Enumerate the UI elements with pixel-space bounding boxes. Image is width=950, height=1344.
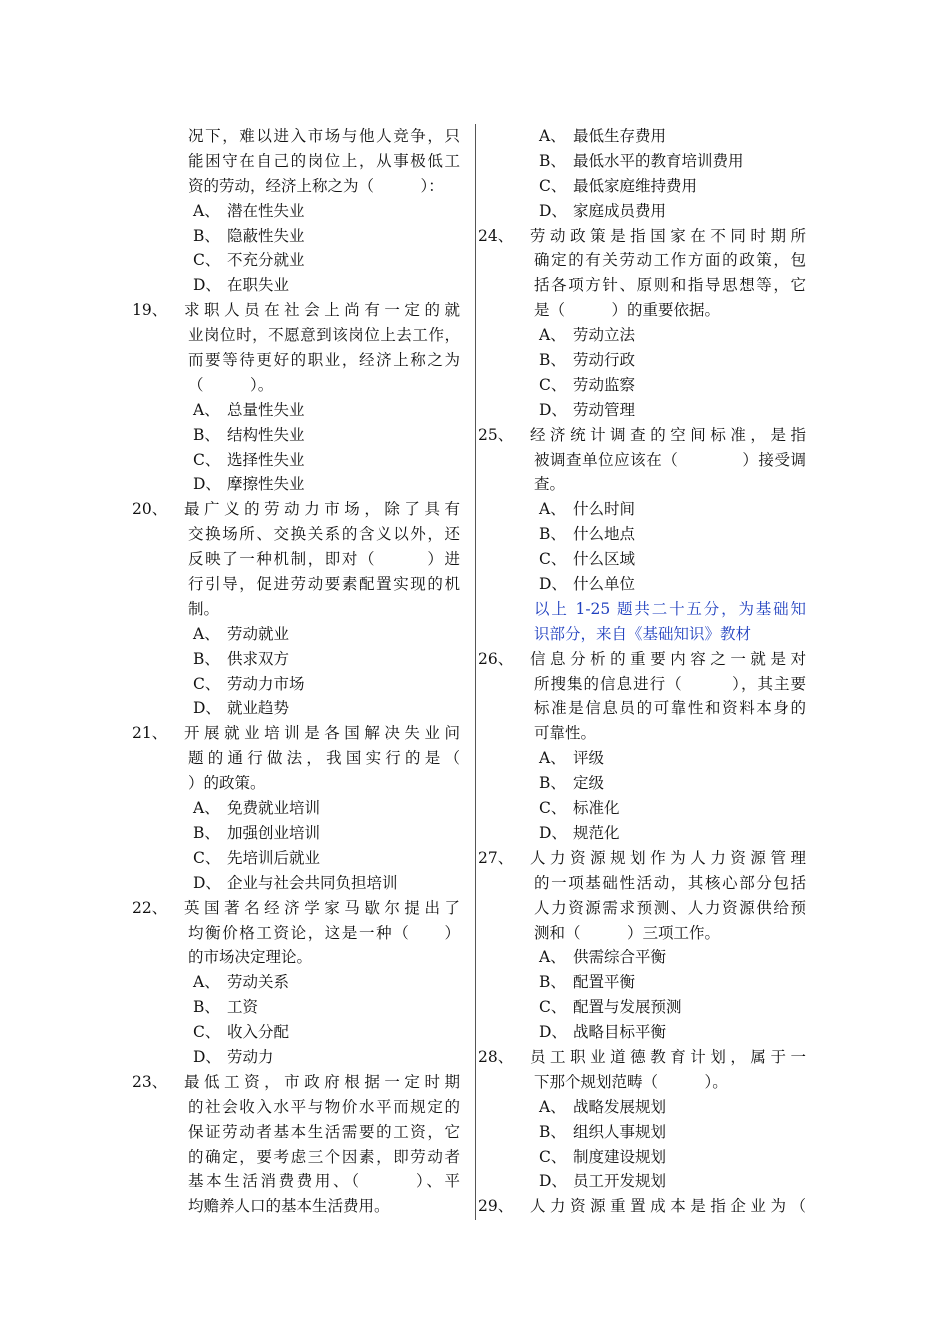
question-row — [478, 224, 806, 249]
answer-option — [160, 398, 460, 423]
option-letter: B、 — [539, 774, 566, 793]
question-row — [132, 298, 460, 323]
question-continuation — [160, 124, 460, 298]
answer-option — [160, 1045, 460, 1070]
question-text-line: 可靠性。 — [534, 724, 597, 743]
question-text-line: 业岗位时，不愿意到该岗位上去工作， — [188, 326, 460, 345]
option-text: 员工开发规划 — [573, 1172, 667, 1191]
answer-option — [506, 547, 806, 572]
option-letter: D、 — [193, 1047, 221, 1066]
option-letter: D、 — [539, 1023, 567, 1042]
option-letter: B、 — [193, 998, 220, 1017]
option-letter: B、 — [193, 425, 220, 444]
question-text-line: 题的通行做法，我国实行的是（ — [188, 749, 460, 768]
question-row — [132, 721, 460, 746]
question-block — [132, 896, 460, 1070]
question-text-line: 最低工资，市政府根据一定时期 — [184, 1072, 460, 1091]
question-number: 25、 — [478, 425, 514, 444]
question-text-line: 的一项基础性活动，其核心部分包括 — [534, 873, 806, 892]
option-letter: A、 — [193, 799, 220, 818]
answer-option — [506, 522, 806, 547]
option-text: 制度建设规划 — [573, 1147, 667, 1166]
option-text: 劳动行政 — [573, 351, 636, 370]
answer-option — [160, 871, 460, 896]
option-letter: A、 — [193, 201, 220, 220]
option-text: 加强创业培训 — [227, 823, 321, 842]
question-text-line: 人力资源需求预测、人力资源供给预 — [534, 898, 806, 917]
question-text-line: 被调查单位应该在（ ）接受调 — [534, 450, 806, 469]
question-text-line: ）的政策。 — [188, 774, 266, 793]
option-letter: B、 — [193, 823, 220, 842]
question-row — [132, 1070, 460, 1095]
question-block — [132, 721, 460, 895]
question-continuation — [506, 124, 806, 224]
answer-option — [506, 970, 806, 995]
answer-option — [506, 149, 806, 174]
option-letter: C、 — [193, 848, 221, 867]
option-text: 劳动关系 — [227, 973, 290, 992]
question-block — [132, 1070, 460, 1219]
answer-option — [160, 1020, 460, 1045]
section-note-line: 识部分，来自《基础知识》教材 — [534, 624, 752, 643]
question-text-line: 均衡价格工资论，这是一种（ ） — [188, 923, 460, 942]
right-column — [478, 124, 806, 1219]
answer-option — [506, 945, 806, 970]
answer-option — [506, 323, 806, 348]
option-text: 什么地点 — [573, 525, 636, 544]
option-text: 劳动立法 — [573, 326, 636, 345]
option-text: 最低水平的教育培训费用 — [573, 151, 744, 170]
question-text-line: 信息分析的重要内容之一就是对 — [530, 649, 806, 668]
question-text-line: 查。 — [534, 475, 566, 494]
option-text: 最低家庭维持费用 — [573, 176, 698, 195]
question-row — [478, 1045, 806, 1070]
answer-option — [506, 796, 806, 821]
answer-option — [506, 373, 806, 398]
question-block — [132, 298, 460, 497]
option-text: 配置与发展预测 — [573, 998, 682, 1017]
option-text: 劳动力市场 — [227, 674, 305, 693]
option-text: 劳动就业 — [227, 624, 290, 643]
option-letter: A、 — [539, 1097, 566, 1116]
option-letter: C、 — [193, 674, 221, 693]
question-row — [478, 846, 806, 871]
option-letter: D、 — [193, 873, 221, 892]
question-row — [478, 1194, 806, 1219]
question-block — [478, 1194, 806, 1219]
question-row — [132, 896, 460, 921]
option-text: 评级 — [573, 749, 605, 768]
column-divider — [475, 124, 476, 1220]
option-text: 隐蔽性失业 — [227, 226, 305, 245]
question-row — [132, 497, 460, 522]
question-text-line: 基本生活消费费用、（ ）、平 — [188, 1172, 460, 1191]
option-letter: D、 — [539, 201, 567, 220]
option-letter: C、 — [539, 375, 567, 394]
question-number: 26、 — [478, 649, 514, 668]
option-text: 在职失业 — [227, 276, 290, 295]
question-text-line: 行引导，促进劳动要素配置实现的机 — [188, 575, 460, 594]
question-number: 28、 — [478, 1047, 514, 1066]
question-number: 19、 — [132, 301, 168, 320]
option-text: 定级 — [573, 774, 605, 793]
question-text-line: 下那个规划范畴（ ）。 — [534, 1072, 728, 1091]
answer-option — [506, 572, 806, 597]
question-text-line: 人力资源重置成本是指企业为（ — [530, 1197, 806, 1216]
question-text-line: 经济统计调查的空间标准，是指 — [530, 425, 806, 444]
option-text: 摩擦性失业 — [227, 475, 305, 494]
option-text: 供需综合平衡 — [573, 948, 667, 967]
question-number: 27、 — [478, 848, 514, 867]
question-text-line: 保证劳动者基本生活需要的工资，它 — [188, 1122, 460, 1141]
option-text: 劳动监察 — [573, 375, 636, 394]
answer-option — [160, 647, 460, 672]
question-text-line: 括各项方针、原则和指导思想等，它 — [534, 276, 806, 295]
answer-option — [506, 124, 806, 149]
option-text: 免费就业培训 — [227, 799, 321, 818]
option-letter: C、 — [539, 799, 567, 818]
question-text-line: 员工职业道德教育计划，属于一 — [530, 1047, 806, 1066]
question-text-line: 交换场所、交换关系的含义以外，还 — [188, 525, 460, 544]
answer-option — [506, 1169, 806, 1194]
option-text: 工资 — [227, 998, 259, 1017]
answer-option — [160, 224, 460, 249]
answer-option — [160, 448, 460, 473]
answer-option — [506, 1095, 806, 1120]
option-letter: A、 — [539, 500, 566, 519]
answer-option — [160, 472, 460, 497]
answer-option — [160, 970, 460, 995]
question-text-line: 的市场决定理论。 — [188, 948, 313, 967]
answer-option — [506, 174, 806, 199]
answer-option — [506, 199, 806, 224]
option-text: 劳动力 — [227, 1047, 274, 1066]
question-block — [478, 1045, 806, 1194]
question-text-line: 反映了一种机制，即对（ ）进 — [188, 550, 460, 569]
question-block — [478, 224, 806, 423]
option-letter: C、 — [193, 1023, 221, 1042]
option-text: 什么时间 — [573, 500, 636, 519]
question-text-line: 开展就业培训是各国解决失业问 — [184, 724, 460, 743]
option-letter: C、 — [193, 450, 221, 469]
option-text: 不充分就业 — [227, 251, 305, 270]
answer-option — [506, 771, 806, 796]
question-number: 20、 — [132, 500, 168, 519]
question-text-line: 况下，难以进入市场与他人竞争，只 — [188, 127, 460, 145]
question-row — [478, 647, 806, 672]
option-letter: C、 — [539, 176, 567, 195]
question-number: 24、 — [478, 226, 514, 245]
option-letter: B、 — [539, 351, 566, 370]
option-text: 什么单位 — [573, 575, 636, 594]
question-text-line: 能困守在自己的岗位上，从事极低工 — [188, 151, 460, 170]
option-text: 配置平衡 — [573, 973, 636, 992]
question-text-line: 标准是信息员的可靠性和资料本身的 — [534, 699, 806, 718]
option-letter: A、 — [539, 326, 566, 345]
question-text-line: 制。 — [188, 599, 220, 618]
option-letter: B、 — [539, 1122, 566, 1141]
option-letter: B、 — [539, 973, 566, 992]
option-text: 总量性失业 — [227, 400, 305, 419]
question-text-line: 求职人员在社会上尚有一定的就 — [184, 301, 460, 320]
option-letter: C、 — [539, 998, 567, 1017]
question-text-line: 的确定，要考虑三个因素，即劳动者 — [188, 1147, 460, 1166]
question-text-line: 而要等待更好的职业，经济上称之为 — [188, 351, 460, 370]
option-text: 标准化 — [573, 799, 620, 818]
option-text: 最低生存费用 — [573, 127, 667, 145]
answer-option — [160, 821, 460, 846]
question-block — [132, 497, 460, 721]
question-text-line: 资的劳动，经济上称之为（ ）： — [188, 176, 444, 195]
answer-option — [160, 423, 460, 448]
option-letter: B、 — [193, 226, 220, 245]
option-letter: A、 — [539, 749, 566, 768]
answer-option — [160, 846, 460, 871]
option-letter: D、 — [193, 475, 221, 494]
answer-option — [160, 199, 460, 224]
question-text-line: 劳动政策是指国家在不同时期所 — [530, 226, 806, 245]
option-text: 供求双方 — [227, 649, 290, 668]
option-letter: A、 — [539, 948, 566, 967]
answer-option — [506, 398, 806, 423]
option-letter: B、 — [539, 151, 566, 170]
option-text: 选择性失业 — [227, 450, 305, 469]
question-row — [478, 423, 806, 448]
option-letter: D、 — [539, 575, 567, 594]
option-text: 什么区域 — [573, 550, 636, 569]
question-text-line: 的社会收入水平与物价水平而规定的 — [188, 1097, 460, 1116]
question-block — [478, 423, 806, 597]
question-number: 21、 — [132, 724, 168, 743]
answer-option — [160, 622, 460, 647]
option-letter: B、 — [193, 649, 220, 668]
option-letter: A、 — [193, 973, 220, 992]
option-text: 先培训后就业 — [227, 848, 321, 867]
question-number: 22、 — [132, 898, 168, 917]
section-note — [506, 597, 806, 647]
question-block — [478, 846, 806, 1045]
question-text-line: 所搜集的信息进行（ ），其主要 — [534, 674, 806, 693]
question-text-line: 人力资源规划作为人力资源管理 — [530, 848, 806, 867]
option-letter: B、 — [539, 525, 566, 544]
answer-option — [160, 248, 460, 273]
option-letter: A、 — [193, 624, 220, 643]
question-text-line: 测和（ ）三项工作。 — [534, 923, 721, 942]
answer-option — [160, 796, 460, 821]
answer-option — [506, 995, 806, 1020]
option-letter: D、 — [193, 276, 221, 295]
option-text: 结构性失业 — [227, 425, 305, 444]
question-text-line: （ ）。 — [188, 375, 274, 394]
option-letter: D、 — [539, 823, 567, 842]
option-letter: D、 — [539, 400, 567, 419]
option-text: 劳动管理 — [573, 400, 636, 419]
question-text-line: 是（ ）的重要依据。 — [534, 301, 721, 320]
question-text-line: 均赡养人口的基本生活费用。 — [188, 1197, 390, 1216]
question-number: 23、 — [132, 1072, 168, 1091]
option-letter: C、 — [193, 251, 221, 270]
answer-option — [506, 348, 806, 373]
answer-option — [506, 746, 806, 771]
section-note-line: 以上 1-25 题共二十五分，为基础知 — [534, 599, 806, 618]
option-text: 组织人事规划 — [573, 1122, 667, 1141]
left-column — [132, 124, 460, 1219]
option-letter: A、 — [193, 400, 220, 419]
option-text: 收入分配 — [227, 1023, 290, 1042]
question-text-line: 英国著名经济学家马歇尔提出了 — [184, 898, 460, 917]
answer-option — [506, 1020, 806, 1045]
option-letter: A、 — [539, 127, 566, 145]
option-letter: C、 — [539, 1147, 567, 1166]
answer-option — [506, 821, 806, 846]
option-text: 战略发展规划 — [573, 1097, 667, 1116]
option-letter: D、 — [539, 1172, 567, 1191]
option-text: 规范化 — [573, 823, 620, 842]
option-text: 企业与社会共同负担培训 — [227, 873, 398, 892]
option-text: 潜在性失业 — [227, 201, 305, 220]
answer-option — [506, 1120, 806, 1145]
answer-option — [160, 995, 460, 1020]
question-block — [478, 647, 806, 846]
answer-option — [160, 672, 460, 697]
answer-option — [506, 497, 806, 522]
option-text: 家庭成员费用 — [573, 201, 667, 220]
option-text: 就业趋势 — [227, 699, 290, 718]
question-number: 29、 — [478, 1197, 514, 1216]
answer-option — [160, 273, 460, 298]
option-letter: D、 — [193, 699, 221, 718]
answer-option — [506, 1145, 806, 1170]
option-text: 战略目标平衡 — [573, 1023, 667, 1042]
question-text-line: 确定的有关劳动工作方面的政策，包 — [534, 251, 806, 270]
question-text-line: 最广义的劳动力市场，除了具有 — [184, 500, 460, 519]
option-letter: C、 — [539, 550, 567, 569]
answer-option — [160, 696, 460, 721]
